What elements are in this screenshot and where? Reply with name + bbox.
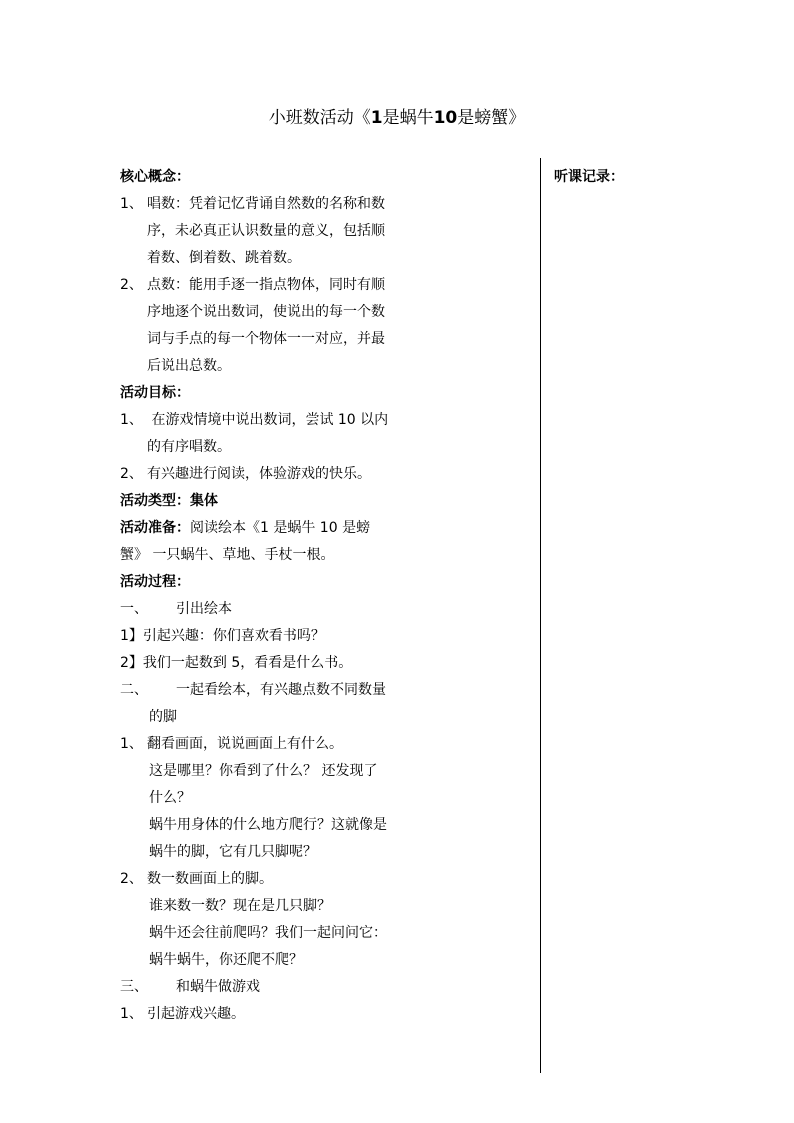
question-item: 蜗牛还会往前爬吗？我们一起问问它： (149, 925, 387, 941)
list-item: 1、 在游戏情境中说出数词，尝试 10 以内 (120, 412, 389, 428)
list-item: 2、 有兴趣进行阅读，体验游戏的快乐。 (120, 466, 371, 482)
section-heading-process: 活动过程： (120, 574, 190, 590)
activity-preparation: 活动准备：阅读绘本《1 是蜗牛 10 是螃 (120, 520, 371, 536)
process-part: 二、 一起看绘本，有兴趣点数不同数量 (120, 682, 386, 698)
section-heading-goals: 活动目标： (120, 385, 190, 401)
process-step: 1、 引起游戏兴趣。 (120, 1006, 245, 1022)
question-item: 谁来数一数？现在是几只脚？ (149, 898, 331, 914)
list-item: 1、 唱数：凭着记忆背诵自然数的名称和数 (120, 196, 385, 212)
observation-notes-heading: 听课记录： (554, 169, 624, 185)
list-item-continuation: 着数、倒着数、跳着数。 (147, 250, 301, 266)
question-item-continuation: 什么？ (149, 790, 191, 806)
section-heading-concept: 核心概念： (120, 169, 190, 185)
question-item-continuation: 蜗牛的脚，它有几只脚呢？ (149, 844, 317, 860)
process-part-continuation: 的脚 (149, 709, 177, 725)
process-step: 1】引起兴趣：你们喜欢看书吗？ (120, 628, 325, 644)
list-item-continuation: 词与手点的每一个物体一一对应，并最 (147, 331, 385, 347)
list-item-continuation: 后说出总数。 (147, 358, 231, 374)
question-item-continuation: 蜗牛蜗牛，你还爬不爬？ (149, 952, 303, 968)
process-part: 一、 引出绘本 (120, 601, 232, 617)
list-item-continuation: 序地逐个说出数词，使说出的每一个数 (147, 304, 385, 320)
activity-preparation-continuation: 蟹》 一只蜗牛、草地、手杖一根。 (120, 547, 335, 563)
process-step: 2】我们一起数到 5，看看是什么书。 (120, 655, 353, 671)
process-step: 1、 翻看画面，说说画面上有什么。 (120, 736, 343, 752)
question-item: 这是哪里？你看到了什么？ 还发现了 (149, 763, 378, 779)
activity-type: 活动类型：集体 (120, 493, 218, 509)
process-part: 三、 和蜗牛做游戏 (120, 979, 260, 995)
list-item-continuation: 的有序唱数。 (147, 439, 231, 455)
question-item: 蜗牛用身体的什么地方爬行？这就像是 (149, 817, 387, 833)
document-title: 小班数活动《1是蜗牛10是螃蟹》 (268, 108, 526, 128)
list-item: 2、 点数：能用手逐一指点物体，同时有顺 (120, 277, 385, 293)
column-divider (540, 158, 541, 1073)
list-item-continuation: 序，未必真正认识数量的意义，包括顺 (147, 223, 385, 239)
process-step: 2、 数一数画面上的脚。 (120, 871, 273, 887)
observation-notes-column (554, 164, 624, 191)
lesson-plan-column (120, 164, 425, 1028)
